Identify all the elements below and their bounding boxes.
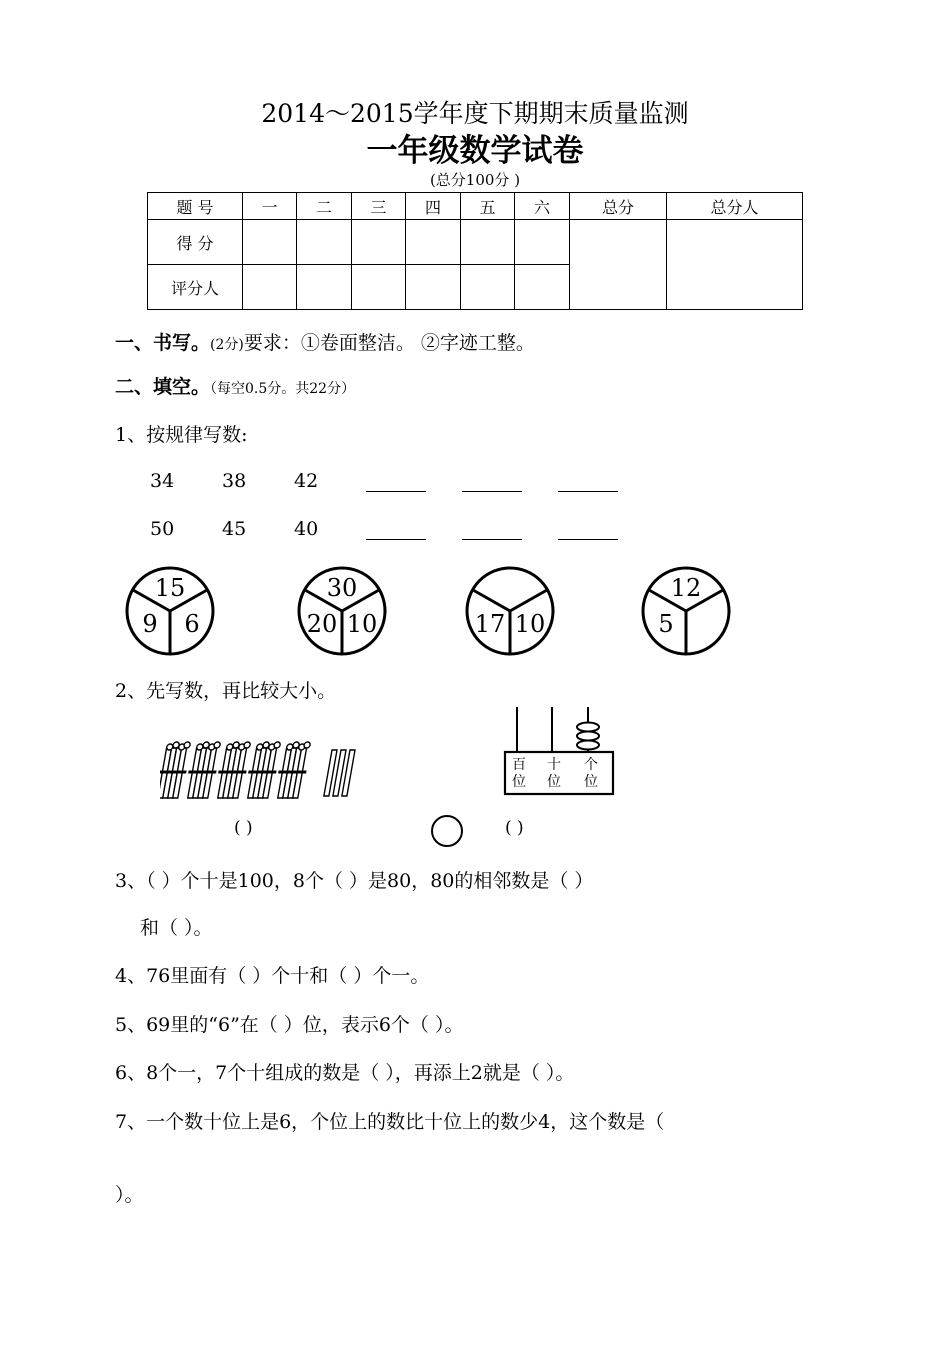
- total-score-cell: [570, 220, 667, 310]
- score-cell: [352, 220, 406, 265]
- answer-blank[interactable]: [462, 539, 522, 540]
- answer-blank[interactable]: [462, 491, 522, 492]
- circle-4-top: 12: [670, 574, 702, 602]
- row-label-grader: 评分人: [148, 265, 243, 310]
- grader-cell: [297, 265, 352, 310]
- exam-period-title: 2014～2015学年度下期期末质量监测: [261, 99, 689, 128]
- bundle-3: [214, 742, 252, 798]
- abacus-label-tens: 十位: [547, 757, 561, 790]
- circle-1-right: 6: [184, 610, 200, 638]
- section-1-note: (2分): [210, 337, 244, 353]
- section-1: [115, 328, 535, 355]
- row-label-score: 得 分: [148, 220, 243, 265]
- section-2-note: （每空0.5分。共22分）: [210, 381, 356, 397]
- section-2-title: 二、填空。: [115, 376, 211, 398]
- q7-line2: ）。: [115, 1184, 144, 1206]
- grader-cell: [461, 265, 515, 310]
- compare-circle[interactable]: [431, 815, 463, 847]
- answer-paren-right[interactable]: ( ): [505, 818, 524, 838]
- section-1-requirement: 要求：①卷面整洁。 ②字迹工整。: [243, 332, 535, 354]
- q6: 6、8个一，7个十组成的数是（ ），再添上2就是（ ）。: [115, 1062, 575, 1084]
- abacus-icon: [500, 705, 620, 797]
- sequence-2-item: 40: [294, 518, 319, 540]
- total-grader-cell: [667, 220, 803, 310]
- q7-line1: 7、一个数十位上是6，个位上的数比十位上的数少4，这个数是（: [115, 1111, 665, 1133]
- section-2: [115, 372, 355, 399]
- q3-line1: 3、（ ）个十是100，8个（ ）是80，80的相邻数是（ ）: [115, 870, 594, 892]
- score-cell: [243, 220, 297, 265]
- bundle-5: [274, 742, 312, 798]
- score-table: [147, 192, 803, 310]
- abacus-label-ones: 个位: [584, 757, 598, 790]
- score-cell: [406, 220, 461, 265]
- circle-2-left: 20: [306, 610, 338, 638]
- answer-blank[interactable]: [366, 539, 426, 540]
- grader-cell: [515, 265, 570, 310]
- stick-bundles-icon: [160, 740, 375, 802]
- header-cell-total-grader: 总分人: [667, 193, 803, 220]
- answer-paren-left[interactable]: ( ): [234, 818, 253, 838]
- q3-line2: 和（ ）。: [140, 917, 213, 939]
- bundle-2: [184, 742, 222, 798]
- circle-3-right: 10: [514, 610, 546, 638]
- circle-2-right: 10: [346, 610, 378, 638]
- split-circle-2: [299, 568, 385, 654]
- header-cell-6: 六: [515, 193, 570, 220]
- bundle-1: [160, 742, 192, 798]
- number-split-circles: [120, 563, 740, 663]
- split-circle-3: [467, 568, 553, 654]
- q5: 5、69里的“6”在（ ）位，表示6个（ ）。: [115, 1014, 464, 1036]
- header-cell-3: 三: [352, 193, 406, 220]
- bundle-4: [244, 742, 282, 798]
- header-cell-question-no: 题 号: [148, 193, 243, 220]
- loose-sticks: [324, 750, 355, 796]
- grader-cell: [243, 265, 297, 310]
- q1-label: 1、按规律写数:: [115, 424, 248, 446]
- sequence-1-item: 42: [294, 470, 319, 492]
- sequence-2-item: 50: [150, 518, 175, 540]
- header-cell-1: 一: [243, 193, 297, 220]
- section-1-title: 一、书写。: [115, 332, 211, 354]
- header-cell-2: 二: [297, 193, 352, 220]
- header-cell-4: 四: [406, 193, 461, 220]
- score-cell: [461, 220, 515, 265]
- grader-cell: [352, 265, 406, 310]
- total-score-note: (总分100分 ): [429, 171, 521, 189]
- circle-4-left: 5: [658, 610, 674, 638]
- split-circle-1: [127, 568, 213, 654]
- score-cell: [297, 220, 352, 265]
- score-cell: [515, 220, 570, 265]
- q4: 4、76里面有（ ）个十和（ ）个一。: [115, 965, 430, 987]
- sequence-2-item: 45: [222, 518, 247, 540]
- answer-blank[interactable]: [558, 539, 618, 540]
- header-cell-5: 五: [461, 193, 515, 220]
- circle-3-left: 17: [474, 610, 506, 638]
- grader-cell: [406, 265, 461, 310]
- abacus-label-hundreds: 百位: [512, 757, 526, 790]
- answer-blank[interactable]: [558, 491, 618, 492]
- circle-1-left: 9: [142, 610, 158, 638]
- circle-1-top: 15: [154, 574, 186, 602]
- sequence-1-item: 34: [150, 470, 175, 492]
- exam-title: 一年级数学试卷: [366, 133, 584, 169]
- circle-2-top: 30: [326, 574, 358, 602]
- q2-label: 2、先写数，再比较大小。: [115, 680, 337, 702]
- answer-blank[interactable]: [366, 491, 426, 492]
- header-cell-total: 总分: [570, 193, 667, 220]
- sequence-1-item: 38: [222, 470, 247, 492]
- split-circle-4: [643, 568, 729, 654]
